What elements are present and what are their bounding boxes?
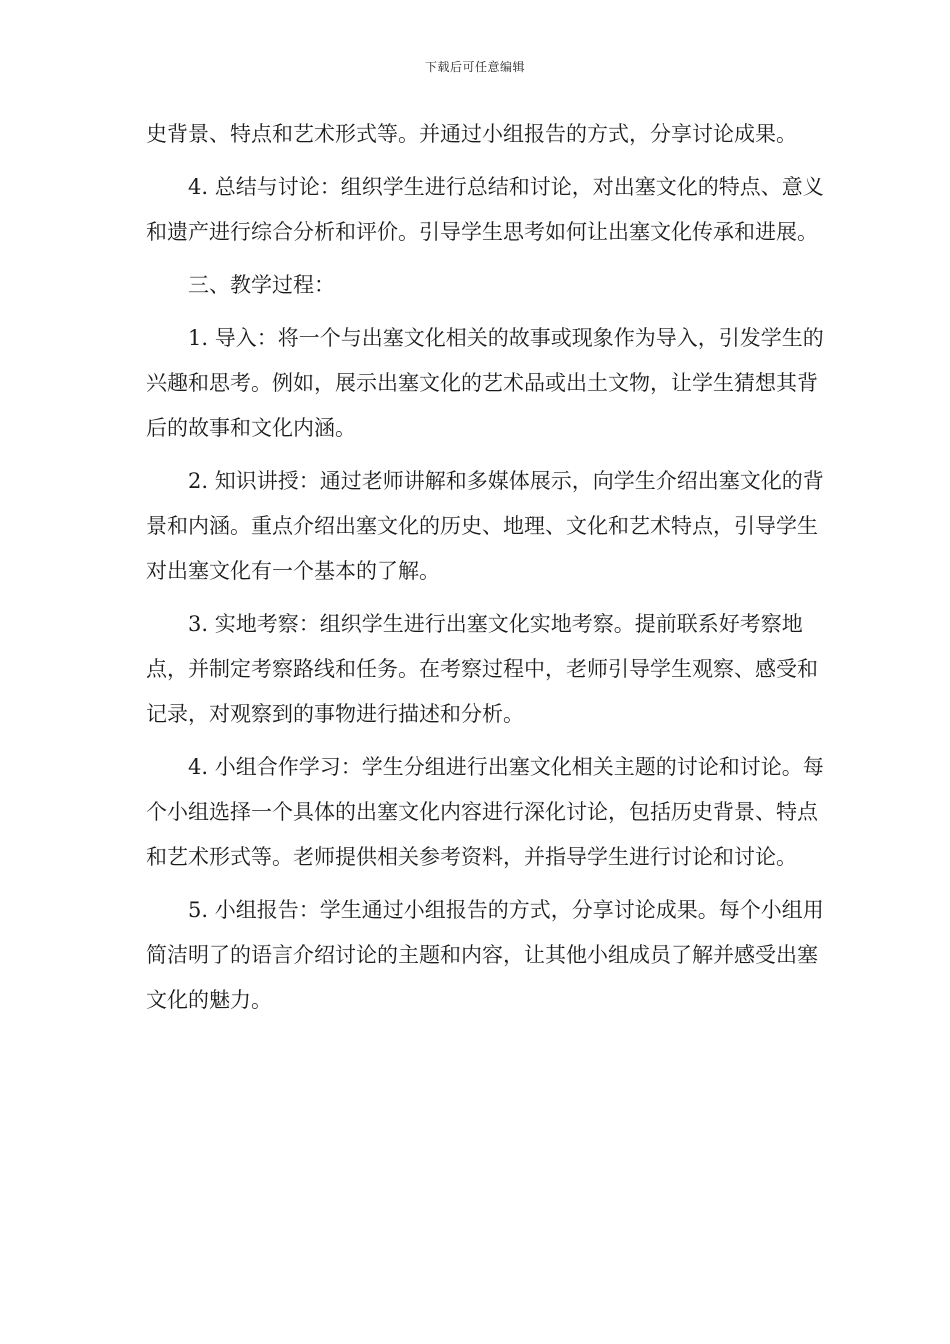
- paragraph-field-investigation: 3. 实地考察：组织学生进行出塞文化实地考察。提前联系好考察地点，并制定考察路线和任务。在考察过程中，老师引导学生观察、感受和记录，对观察到的事物进行描述和分析。: [146, 612, 818, 726]
- paragraph-introduction: 1. 导入：将一个与出塞文化相关的故事或现象作为导入，引发学生的兴趣和思考。例如，展示出塞文化的艺术品或出土文物，让学生猜想其背后的故事和文化内涵。: [146, 326, 824, 440]
- paragraph-knowledge-teaching: 2. 知识讲授：通过老师讲解和多媒体展示，向学生介绍出塞文化的背景和内涵。重点介绍出塞文化的历史、地理、文化和艺术特点，引导学生对出塞文化有一个基本的了解。: [146, 469, 824, 583]
- page-header-note: 下载后可任意编辑: [424, 60, 525, 74]
- paragraph-group-learning: 4. 小组合作学习：学生分组进行出塞文化相关主题的讨论和讨论。每个小组选择一个具体的出塞文化内容进行深化讨论，包括历史背景、特点和艺术形式等。老师提供相关参考资料，并指导学生进行讨论和讨论。: [146, 755, 824, 869]
- document-body: [146, 112, 826, 1031]
- section-heading-teaching-process: 三、教学过程：: [188, 273, 335, 297]
- paragraph-group-report: 5. 小组报告：学生通过小组报告的方式，分享讨论成果。每个小组用简洁明了的语言介绍讨论的主题和内容，让其他小组成员了解并感受出塞文化的魅力。: [146, 898, 824, 1012]
- paragraph-summary-discussion: 4. 总结与讨论：组织学生进行总结和讨论，对出塞文化的特点、意义和遗产进行综合分析和评价。引导学生思考如何让出塞文化传承和进展。: [146, 175, 824, 244]
- paragraph-continuation: 史背景、特点和艺术形式等。并通过小组报告的方式，分享讨论成果。: [146, 122, 797, 146]
